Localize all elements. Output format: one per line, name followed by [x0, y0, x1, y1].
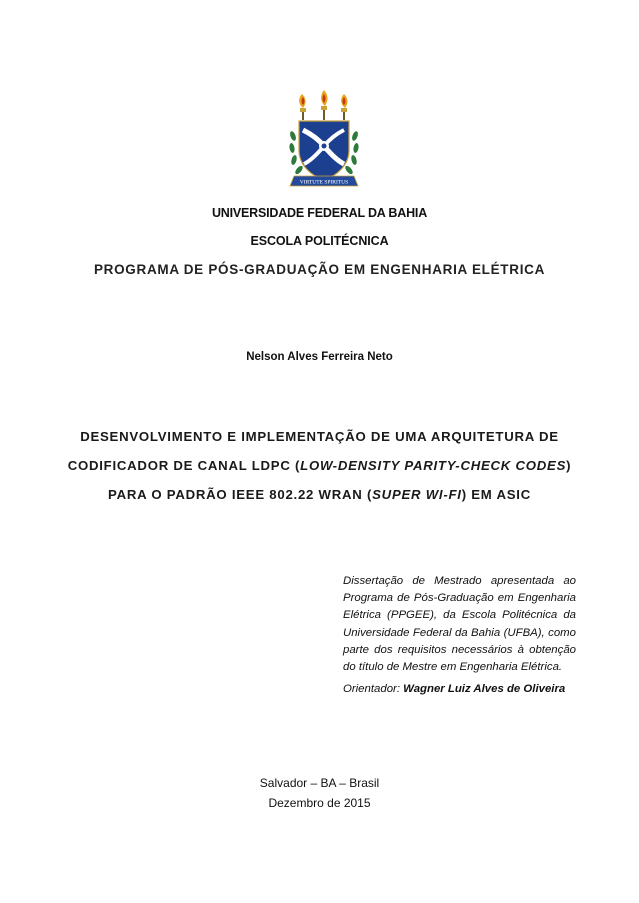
- ufba-coat-of-arms-logo: [286, 88, 362, 196]
- title-line-1: [0, 429, 639, 444]
- title-line-1-text: DESENVOLVIMENTO E IMPLEMENTAÇÃO DE UMA ARQUITETURA DE: [80, 429, 559, 444]
- title-line-3-start: PARA O PADRÃO IEEE 802.22 WRAN (: [108, 487, 373, 502]
- university-name: UNIVERSIDADE FEDERAL DA BAHIA: [211, 206, 428, 220]
- torches-icon: [299, 90, 347, 120]
- author-name: Nelson Alves Ferreira Neto: [246, 351, 393, 363]
- dissertation-statement: [343, 573, 576, 676]
- title-line-2: [0, 458, 639, 473]
- title-line-2-end: ): [566, 458, 572, 473]
- dissertation-statement-text: Dissertação de Mestrado apresentada ao Programa de Pós-Graduação em Engenharia Elétrica (PPGEE), da Escola Politécnica da Universidade Federal da Bahia (UFBA), como parte dos requisitos necessários à obtenção do título de Mestre em Engenharia Elétrica.: [343, 575, 576, 674]
- title-line-3-italic: SUPER WI-FI: [372, 487, 462, 502]
- advisor-line: [343, 683, 583, 695]
- title-line-2-italic: LOW-DENSITY PARITY-CHECK CODES: [300, 458, 567, 473]
- advisor-label: Orientador:: [343, 683, 400, 695]
- title-line-2-start: CODIFICADOR DE CANAL LDPC (: [67, 458, 301, 473]
- advisor-name: Wagner Luiz Alves de Oliveira: [403, 683, 566, 695]
- motto-banner: [290, 176, 358, 186]
- school-name: ESCOLA POLITÉCNICA: [250, 234, 389, 248]
- location: Salvador – BA – Brasil: [259, 776, 380, 790]
- title-line-3: [0, 487, 639, 502]
- date: Dezembro de 2015: [268, 796, 371, 810]
- motto-text: VIRTUTE SPIRITUS: [299, 179, 349, 186]
- program-name: PROGRAMA DE PÓS-GRADUAÇÃO EM ENGENHARIA ELÉTRICA: [93, 262, 546, 277]
- title-line-3-end: ) EM ASIC: [461, 487, 531, 502]
- shield-icon: [299, 121, 349, 180]
